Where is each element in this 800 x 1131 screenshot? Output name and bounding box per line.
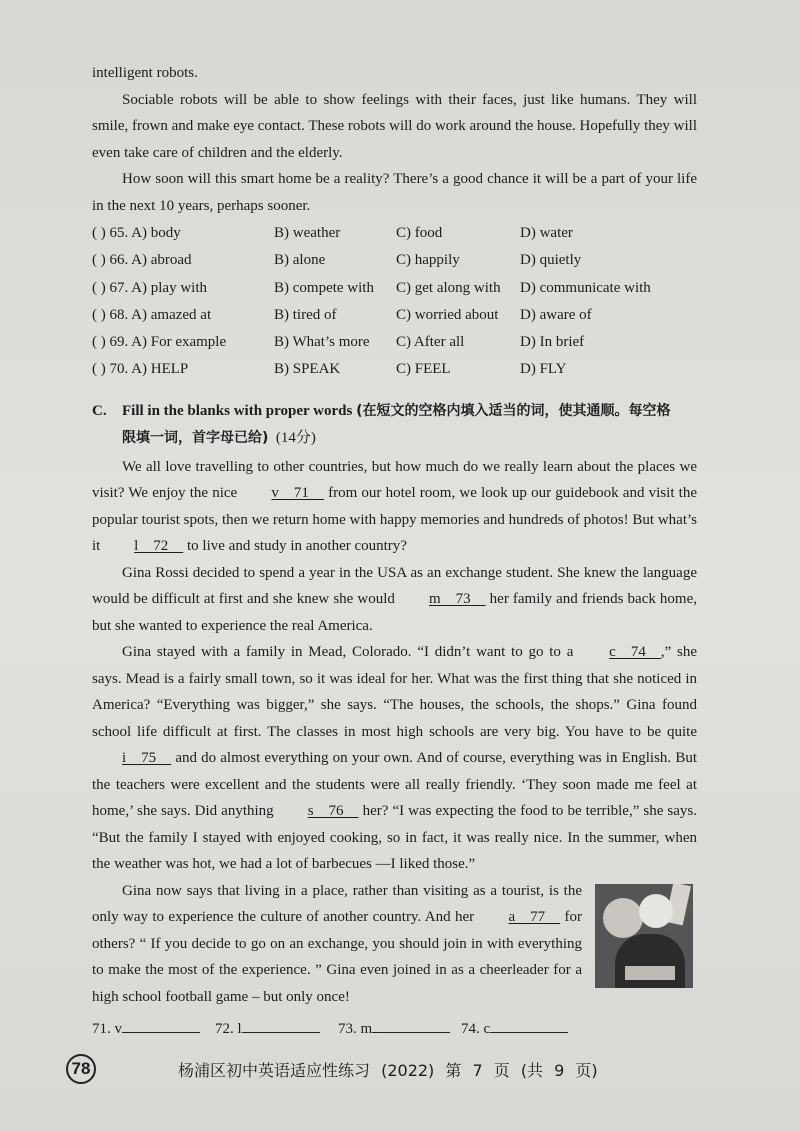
answer-line[interactable]	[490, 1018, 568, 1033]
option-b: B) What’s more	[274, 334, 370, 351]
passage-b-paragraph: How soon will this smart home be a reality? There’s a good chance it will be a part of your life in the next 10 years, perhaps sooner.	[92, 171, 697, 214]
answer-label: 73. m	[338, 1021, 373, 1038]
paragraph-with-photo	[92, 878, 697, 1011]
option-b: B) compete with	[274, 279, 374, 296]
question-70-option-a: ( ) 70. A) HELP	[92, 361, 189, 378]
options-list	[92, 220, 697, 384]
option-row-65	[92, 220, 697, 247]
text-run: and do almost everything on your own. And of course, everything was in English. But the teachers were excellent and the students were all really friendly. ‘They soon made me feel at home,’ she says. Did anything	[92, 750, 697, 820]
answer-line[interactable]	[242, 1018, 320, 1033]
option-b: B) tired of	[274, 306, 337, 323]
page-content	[92, 60, 697, 1038]
footer-text: 杨浦区初中英语适应性练习 (2022) 第 7 页 (共 9 页)	[178, 1060, 598, 1080]
passage-c-paragraph-4	[92, 878, 582, 1011]
text-run: for others? “ If you decide to go on an exchange, you should join in with everything to make the most of the experience. ” Gina even joined in as a cheerleader for a high school football game – but only once!	[92, 909, 582, 1005]
section-c-heading	[92, 398, 697, 452]
text-run: to live and study in another country?	[183, 538, 407, 555]
option-c: C) After all	[396, 334, 465, 351]
option-c: C) FEEL	[396, 361, 451, 378]
text-run: Gina now says that living in a place, rather than visiting as a tourist, is the only way to experience the culture of another country. And her	[92, 882, 582, 926]
section-instruction: (在短文的空格内填入适当的词，使其通顺。每空格	[356, 402, 671, 419]
cheerleader-photo	[595, 884, 693, 988]
section-title: Fill in the blanks with proper words	[122, 402, 353, 419]
option-d: D) communicate with	[520, 279, 651, 296]
option-c: C) food	[396, 225, 443, 241]
option-row-70	[92, 356, 697, 383]
answer-72	[215, 1018, 338, 1038]
text-run: from our hotel room, we look up our guidebook and visit the popular tourist spots, then we return home with happy memories and hundreds of photos! But what’s it	[92, 485, 697, 555]
question-67-option-a: ( ) 67. A) play with	[92, 279, 207, 296]
blank-72: l 72	[134, 538, 184, 555]
answer-label: 74. c	[461, 1021, 491, 1038]
passage-c-paragraph-2	[92, 560, 697, 640]
text-run: her? “I was expecting the food to be terrible,” she says. “But the family I stayed with enjoyed cooking, so in fact, it was really nice. In the summer, when the weather was hot, we had a lot of barbecues —I liked those.”	[92, 803, 697, 873]
answer-71	[92, 1018, 215, 1038]
option-c: C) happily	[396, 252, 460, 269]
blank-74: c 74	[609, 644, 661, 661]
passage-b-paragraph: Sociable robots will be able to show feelings with their faces, just like humans. They will smile, frown and make eye contact. These robots will do work around the house. Hopefully they will even take care of children and the elderly.	[92, 91, 697, 161]
answer-label: 72. l	[215, 1021, 242, 1038]
answer-line[interactable]	[122, 1018, 200, 1033]
section-points: (14分)	[275, 429, 316, 446]
option-b: B) weather	[274, 225, 341, 241]
question-68-option-a: ( ) 68. A) amazed at	[92, 306, 212, 323]
text-run: We all love travelling to other countries, but how much do we really learn about the places we visit? We enjoy the nice	[92, 458, 697, 502]
option-c: C) worried about	[396, 306, 499, 323]
answer-lines	[92, 1018, 697, 1038]
answer-label: 71. v	[92, 1021, 122, 1038]
option-d: D) In brief	[520, 334, 585, 351]
option-d: D) water	[520, 225, 573, 241]
text-run: ,” she says. Mead is a fairly small town, so it was ideal for her. What was the first thing that she noticed in America? “Everything was bigger,” she says. “The houses, the schools, the shops.” Gina found school life difficult at first. The classes in most high schools are very big. You have to be quite	[92, 644, 698, 740]
question-66-option-a: ( ) 66. A) abroad	[92, 252, 192, 269]
blank-71: v 71	[271, 485, 324, 502]
option-b: B) SPEAK	[274, 361, 341, 378]
option-row-68	[92, 302, 697, 329]
page-footer	[66, 1052, 706, 1086]
blank-77: a 77	[508, 909, 561, 926]
passage-c	[92, 454, 697, 1011]
passage-c-paragraph-3	[92, 639, 697, 878]
passage-c-paragraph-1	[92, 454, 697, 560]
option-d: D) quietly	[520, 252, 582, 269]
question-65-option-a: ( ) 65. A) body	[92, 225, 181, 241]
option-row-66	[92, 247, 697, 274]
blank-73: m 73	[428, 591, 486, 608]
text-run: Gina stayed with a family in Mead, Colorado. “I didn’t want to go to a	[122, 644, 580, 661]
answer-73	[338, 1018, 461, 1038]
option-row-67	[92, 275, 697, 302]
page-number-badge: 78	[66, 1054, 96, 1084]
question-69-option-a: ( ) 69. A) For example	[92, 334, 227, 351]
option-d: D) aware of	[520, 306, 592, 323]
answer-74	[461, 1018, 584, 1038]
section-instruction-cont: 限填一词，首字母已给)	[122, 429, 269, 446]
answer-line[interactable]	[372, 1018, 450, 1033]
option-d: D) FLY	[520, 361, 567, 378]
option-row-69	[92, 329, 697, 356]
option-c: C) get along with	[396, 279, 501, 296]
passage-b-end-line: intelligent robots.	[92, 65, 198, 81]
option-b: B) alone	[274, 252, 326, 269]
text-run: Gina Rossi decided to spend a year in the USA as an exchange student. She knew the language would be difficult at first and she knew she would	[92, 564, 697, 608]
section-label: C.	[92, 402, 107, 419]
blank-76: s 76	[307, 803, 359, 820]
blank-75: i 75	[122, 750, 172, 767]
text-run: her family and friends back home, but she wanted to experience the real America.	[92, 591, 697, 634]
